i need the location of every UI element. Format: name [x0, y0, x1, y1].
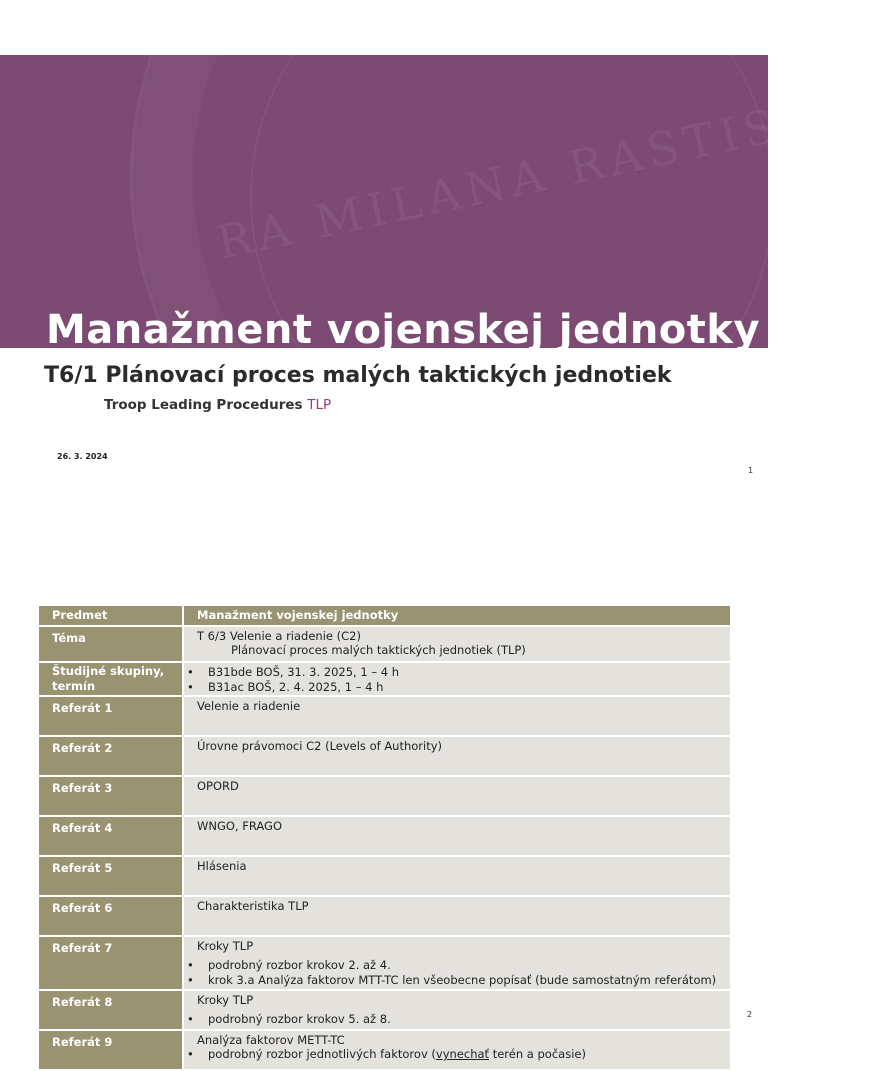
ref-value: OPORD [197, 779, 239, 793]
row-label: Referát 2 [39, 736, 183, 776]
table-row [39, 936, 730, 990]
list-item: • podrobný rozbor krokov 5. až 8. [184, 1012, 730, 1027]
row-value [183, 1030, 730, 1070]
row-value [183, 736, 730, 776]
row-value [183, 662, 730, 696]
page-number: 1 [748, 466, 754, 475]
row-label: Referát 7 [39, 936, 183, 990]
row-value [183, 936, 730, 990]
table-header-row [39, 606, 730, 626]
table-row [39, 1030, 730, 1070]
title-banner [0, 55, 896, 353]
ref-value: Charakteristika TLP [197, 899, 309, 913]
lesson-subtitle [104, 397, 331, 413]
row-value [183, 856, 730, 896]
title-slide [0, 0, 896, 490]
course-info-table [39, 606, 730, 1071]
ref9-item-underlined: vynechať [435, 1047, 490, 1061]
row-value [183, 776, 730, 816]
seal-watermark-text: RA MILANA RASTISLAV [211, 74, 896, 270]
table-row [39, 736, 730, 776]
header-value: Manažment vojenskej jednotky [183, 606, 730, 626]
row-label: Referát 6 [39, 896, 183, 936]
row-label: Referát 3 [39, 776, 183, 816]
deck-title: Manažment vojenskej jednotky [46, 307, 761, 353]
lesson-subtitle-text: Troop Leading Procedures [104, 397, 308, 413]
row-value [183, 896, 730, 936]
list-item [184, 1047, 730, 1062]
ref-value: Hlásenia [197, 859, 247, 873]
table-row [39, 696, 730, 736]
table-row [39, 626, 730, 662]
row-label: Referát 1 [39, 696, 183, 736]
row-value [183, 816, 730, 856]
ref-value: Kroky TLP [197, 993, 254, 1007]
list-item: • B31ac BOŠ, 2. 4. 2025, 1 – 4 h [184, 680, 730, 695]
slide-date: 26. 3. 2024 [57, 452, 108, 461]
ref-value: Kroky TLP [197, 939, 254, 953]
tema-line: Plánovací proces malých taktických jednotiek (TLP) [231, 643, 526, 657]
row-label: Referát 8 [39, 990, 183, 1030]
table-row [39, 816, 730, 856]
row-value [183, 626, 730, 662]
ref-value: Velenie a riadenie [197, 699, 301, 713]
tema-line: T 6/3 Velenie a riadenie (C2) [197, 629, 361, 643]
row-label: Študijné skupiny, termín [39, 662, 183, 696]
lesson-title: T6/1 Plánovací proces malých taktických jednotiek [44, 363, 672, 388]
ref9-item-prefix: podrobný rozbor jednotlivých faktorov ( [208, 1047, 436, 1061]
list-item: • podrobný rozbor krokov 2. až 4. [184, 958, 730, 973]
row-label: Referát 9 [39, 1030, 183, 1070]
table-row [39, 896, 730, 936]
row-label: Referát 4 [39, 816, 183, 856]
table-row [39, 856, 730, 896]
ref-value: WNGO, FRAGO [197, 819, 283, 833]
row-value [183, 990, 730, 1030]
list-item: • B31bde BOŠ, 31. 3. 2025, 1 – 4 h [184, 665, 730, 680]
row-label: Téma [39, 626, 183, 662]
list-item: • krok 3.a Analýza faktorov MTT-TC len všeobecne popísať (bude samostatným referátom) [184, 973, 730, 988]
ref-value: Úrovne právomoci C2 (Levels of Authority) [197, 739, 443, 753]
ref-value: Analýza faktorov METT-TC [197, 1033, 345, 1047]
row-label: Referát 5 [39, 856, 183, 896]
row-value [183, 696, 730, 736]
table-row [39, 990, 730, 1030]
lesson-subtitle-acronym: TLP [307, 397, 332, 413]
table-row [39, 776, 730, 816]
ref9-item-suffix: terén a počasie) [489, 1047, 586, 1061]
header-label: Predmet [39, 606, 183, 626]
page-number: 2 [747, 1010, 753, 1019]
table-row [39, 662, 730, 696]
